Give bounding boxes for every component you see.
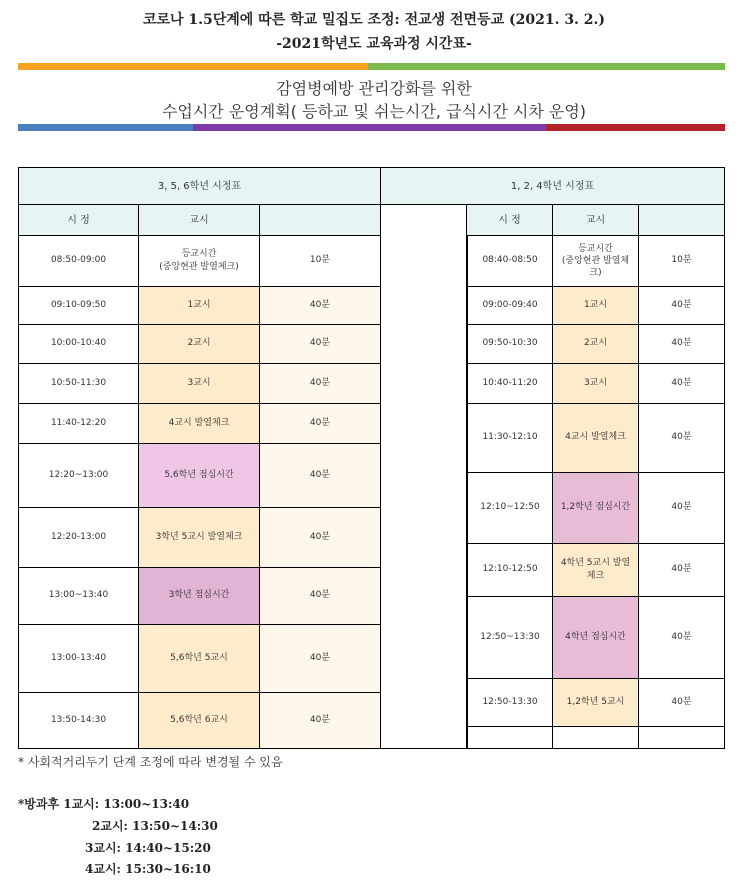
left-row-period: 2교시	[139, 325, 260, 364]
right-row-period: 1,2학년 점심시간	[553, 473, 639, 544]
right-row-period: 4학년 점심시간	[553, 597, 639, 679]
top-bar-orange	[18, 63, 368, 70]
left-row-time: 10:50-11:30	[18, 364, 139, 404]
left-row-time: 09:10-09:50	[18, 287, 139, 325]
right-row-empty	[467, 727, 553, 749]
after-school-line: 4교시: 15:30~16:10	[85, 862, 211, 876]
left-row-period: 3학년 5교시 발열체크	[139, 508, 260, 568]
left-row-time: 08:50-09:00	[18, 236, 139, 287]
right-row-duration: 10분	[639, 236, 725, 287]
left-row-time: 13:00~13:40	[18, 568, 139, 625]
right-row-duration: 40분	[639, 679, 725, 727]
right-table-title: 1, 2, 4학년 시정표	[381, 167, 725, 205]
right-row-period: 4학년 5교시 발열 체크	[553, 544, 639, 597]
left-row-period: 4교시 발열체크	[139, 404, 260, 444]
right-row-duration: 40분	[639, 404, 725, 473]
left-row-period: 1교시	[139, 287, 260, 325]
left-table-title: 3, 5, 6학년 시정표	[18, 167, 381, 205]
right-row-time: 12:10~12:50	[467, 473, 553, 544]
top-bar-green	[368, 63, 725, 70]
right-row-empty	[553, 727, 639, 749]
left-row-period: 3교시	[139, 364, 260, 404]
left-row-time: 13:00-13:40	[18, 625, 139, 693]
bottom-bar-blue	[18, 124, 193, 131]
left-col-time-header: 시 정	[18, 205, 139, 236]
right-row-period: 1,2학년 5교시	[553, 679, 639, 727]
left-row-period: 5,6학년 5교시	[139, 625, 260, 693]
left-row-time: 12:20~13:00	[18, 444, 139, 508]
right-row-duration: 40분	[639, 364, 725, 404]
right-row-duration: 40분	[639, 597, 725, 679]
left-row-time: 10:00-10:40	[18, 325, 139, 364]
left-row-time: 13:50-14:30	[18, 693, 139, 749]
after-school-line: 2교시: 13:50~14:30	[92, 819, 218, 833]
left-row-period: 3학년 점심시간	[139, 568, 260, 625]
left-row-duration: 40분	[260, 508, 381, 568]
right-row-duration: 40분	[639, 544, 725, 597]
left-row-duration: 40분	[260, 364, 381, 404]
doc-header-line1: 코로나 1.5단계에 따른 학교 밀집도 조정: 전교생 전면등교 (2021. 3. 2.)	[142, 12, 606, 28]
left-col-period-header: 교시	[139, 205, 260, 236]
left-row-time: 12:20-13:00	[18, 508, 139, 568]
left-row-duration: 40분	[260, 568, 381, 625]
left-row-duration: 40분	[260, 444, 381, 508]
bottom-bar-purple	[193, 124, 546, 131]
right-row-time: 09:00-09:40	[467, 287, 553, 325]
right-row-period: 등교시간 (중앙현관 발열체 크)	[553, 236, 639, 287]
right-col-duration-header	[639, 205, 725, 236]
doc-title-line1: 감염병예방 관리강화를 위한	[276, 79, 472, 98]
middle-spacer	[381, 205, 467, 749]
right-row-time: 10:40-11:20	[467, 364, 553, 404]
right-row-time: 11:30-12:10	[467, 404, 553, 473]
right-row-period: 4교시 발열체크	[553, 404, 639, 473]
footnote: * 사회적거리두기 단계 조정에 따라 변경될 수 있음	[18, 755, 283, 769]
right-row-duration: 40분	[639, 473, 725, 544]
left-row-period: 등교시간 (중앙현관 발열체크)	[139, 236, 260, 287]
doc-title-line2: 수업시간 운영계획( 등하교 및 쉬는시간, 급식시간 시차 운영)	[161, 102, 587, 121]
right-row-empty	[639, 727, 725, 749]
left-row-duration: 40분	[260, 325, 381, 364]
right-row-time: 12:10-12:50	[467, 544, 553, 597]
right-row-duration: 40분	[639, 325, 725, 364]
right-row-time: 08:40-08:50	[467, 236, 553, 287]
left-col-duration-header	[260, 205, 381, 236]
left-row-duration: 40분	[260, 404, 381, 444]
after-school-line: *방과후 1교시: 13:00~13:40	[18, 797, 190, 811]
right-row-time: 09:50-10:30	[467, 325, 553, 364]
left-row-period: 5,6학년 점심시간	[139, 444, 260, 508]
right-row-period: 1교시	[553, 287, 639, 325]
bottom-bar-red	[546, 124, 725, 131]
right-row-time: 12:50~13:30	[467, 597, 553, 679]
right-row-period: 2교시	[553, 325, 639, 364]
left-row-duration: 40분	[260, 625, 381, 693]
right-row-period: 3교시	[553, 364, 639, 404]
right-row-duration: 40분	[639, 287, 725, 325]
right-row-time: 12:50-13:30	[467, 679, 553, 727]
left-row-time: 11:40-12:20	[18, 404, 139, 444]
left-row-duration: 40분	[260, 287, 381, 325]
doc-header-line2: -2021학년도 교육과정 시간표-	[276, 36, 472, 52]
right-col-time-header: 시 정	[467, 205, 553, 236]
left-row-duration: 10분	[260, 236, 381, 287]
after-school-line: 3교시: 14:40~15:20	[85, 841, 211, 855]
left-row-duration: 40분	[260, 693, 381, 749]
right-col-period-header: 교시	[553, 205, 639, 236]
left-row-period: 5,6학년 6교시	[139, 693, 260, 749]
